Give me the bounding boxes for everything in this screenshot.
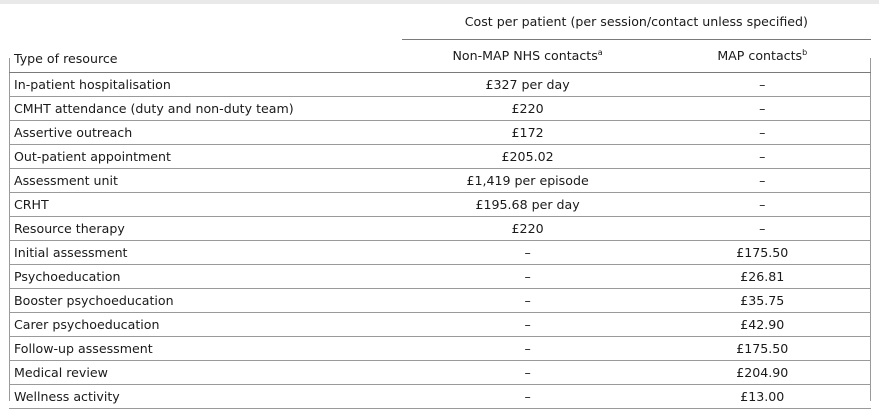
cell-nonmap: – <box>402 360 654 384</box>
table-row <box>9 168 871 192</box>
footnote-a: a <box>597 48 603 58</box>
cell-map: £42.90 <box>653 312 871 336</box>
cell-resource: Follow-up assessment <box>9 336 402 360</box>
table-row <box>9 96 871 120</box>
table-row <box>9 384 871 408</box>
cell-nonmap: £195.68 per day <box>402 192 654 216</box>
table-row <box>9 72 871 96</box>
cell-map: – <box>653 72 871 96</box>
header-row-group <box>9 4 871 40</box>
col-header-map <box>653 40 871 73</box>
table-row <box>9 264 871 288</box>
table-row <box>9 240 871 264</box>
cost-table <box>9 4 871 409</box>
cell-map: – <box>653 120 871 144</box>
cell-nonmap: £220 <box>402 216 654 240</box>
cell-resource: Resource therapy <box>9 216 402 240</box>
table-row <box>9 360 871 384</box>
cell-resource: Wellness activity <box>9 384 402 408</box>
table-row <box>9 144 871 168</box>
col-header-resource: Type of resource <box>9 40 402 73</box>
col-header-nonmap <box>402 40 654 73</box>
cell-nonmap: – <box>402 288 654 312</box>
cell-nonmap: – <box>402 384 654 408</box>
cell-resource: Assertive outreach <box>9 120 402 144</box>
cell-map: – <box>653 168 871 192</box>
cell-resource: Psychoeducation <box>9 264 402 288</box>
cell-nonmap: £205.02 <box>402 144 654 168</box>
table-row <box>9 312 871 336</box>
cell-resource: Booster psychoeducation <box>9 288 402 312</box>
table-row <box>9 120 871 144</box>
footnote-b: b <box>802 48 808 58</box>
cell-nonmap: £220 <box>402 96 654 120</box>
cost-group-header: Cost per patient (per session/contact unless specified) <box>402 4 871 40</box>
cell-nonmap: £327 per day <box>402 72 654 96</box>
cell-resource: Out-patient appointment <box>9 144 402 168</box>
cell-map: £26.81 <box>653 264 871 288</box>
cell-resource: Assessment unit <box>9 168 402 192</box>
col-header-map-label: MAP contacts <box>717 48 803 64</box>
table-body <box>9 72 871 408</box>
cell-nonmap: – <box>402 336 654 360</box>
table-row <box>9 288 871 312</box>
cell-map: – <box>653 96 871 120</box>
cell-resource: CRHT <box>9 192 402 216</box>
cell-resource: Medical review <box>9 360 402 384</box>
table-row <box>9 336 871 360</box>
cell-resource: In-patient hospitalisation <box>9 72 402 96</box>
cell-nonmap: £1,419 per episode <box>402 168 654 192</box>
cell-nonmap: – <box>402 264 654 288</box>
cell-map: – <box>653 144 871 168</box>
cell-nonmap: – <box>402 240 654 264</box>
cell-resource: Initial assessment <box>9 240 402 264</box>
cell-resource: CMHT attendance (duty and non-duty team) <box>9 96 402 120</box>
header-row-columns <box>9 40 871 73</box>
cell-resource: Carer psychoeducation <box>9 312 402 336</box>
table-row <box>9 192 871 216</box>
cell-map: £13.00 <box>653 384 871 408</box>
cell-map: – <box>653 216 871 240</box>
cell-map: – <box>653 192 871 216</box>
cell-map: £35.75 <box>653 288 871 312</box>
cell-map: £175.50 <box>653 336 871 360</box>
cell-nonmap: – <box>402 312 654 336</box>
cell-map: £175.50 <box>653 240 871 264</box>
cell-nonmap: £172 <box>402 120 654 144</box>
cell-map: £204.90 <box>653 360 871 384</box>
col-header-nonmap-label: Non-MAP NHS contacts <box>452 48 598 64</box>
table-row <box>9 216 871 240</box>
